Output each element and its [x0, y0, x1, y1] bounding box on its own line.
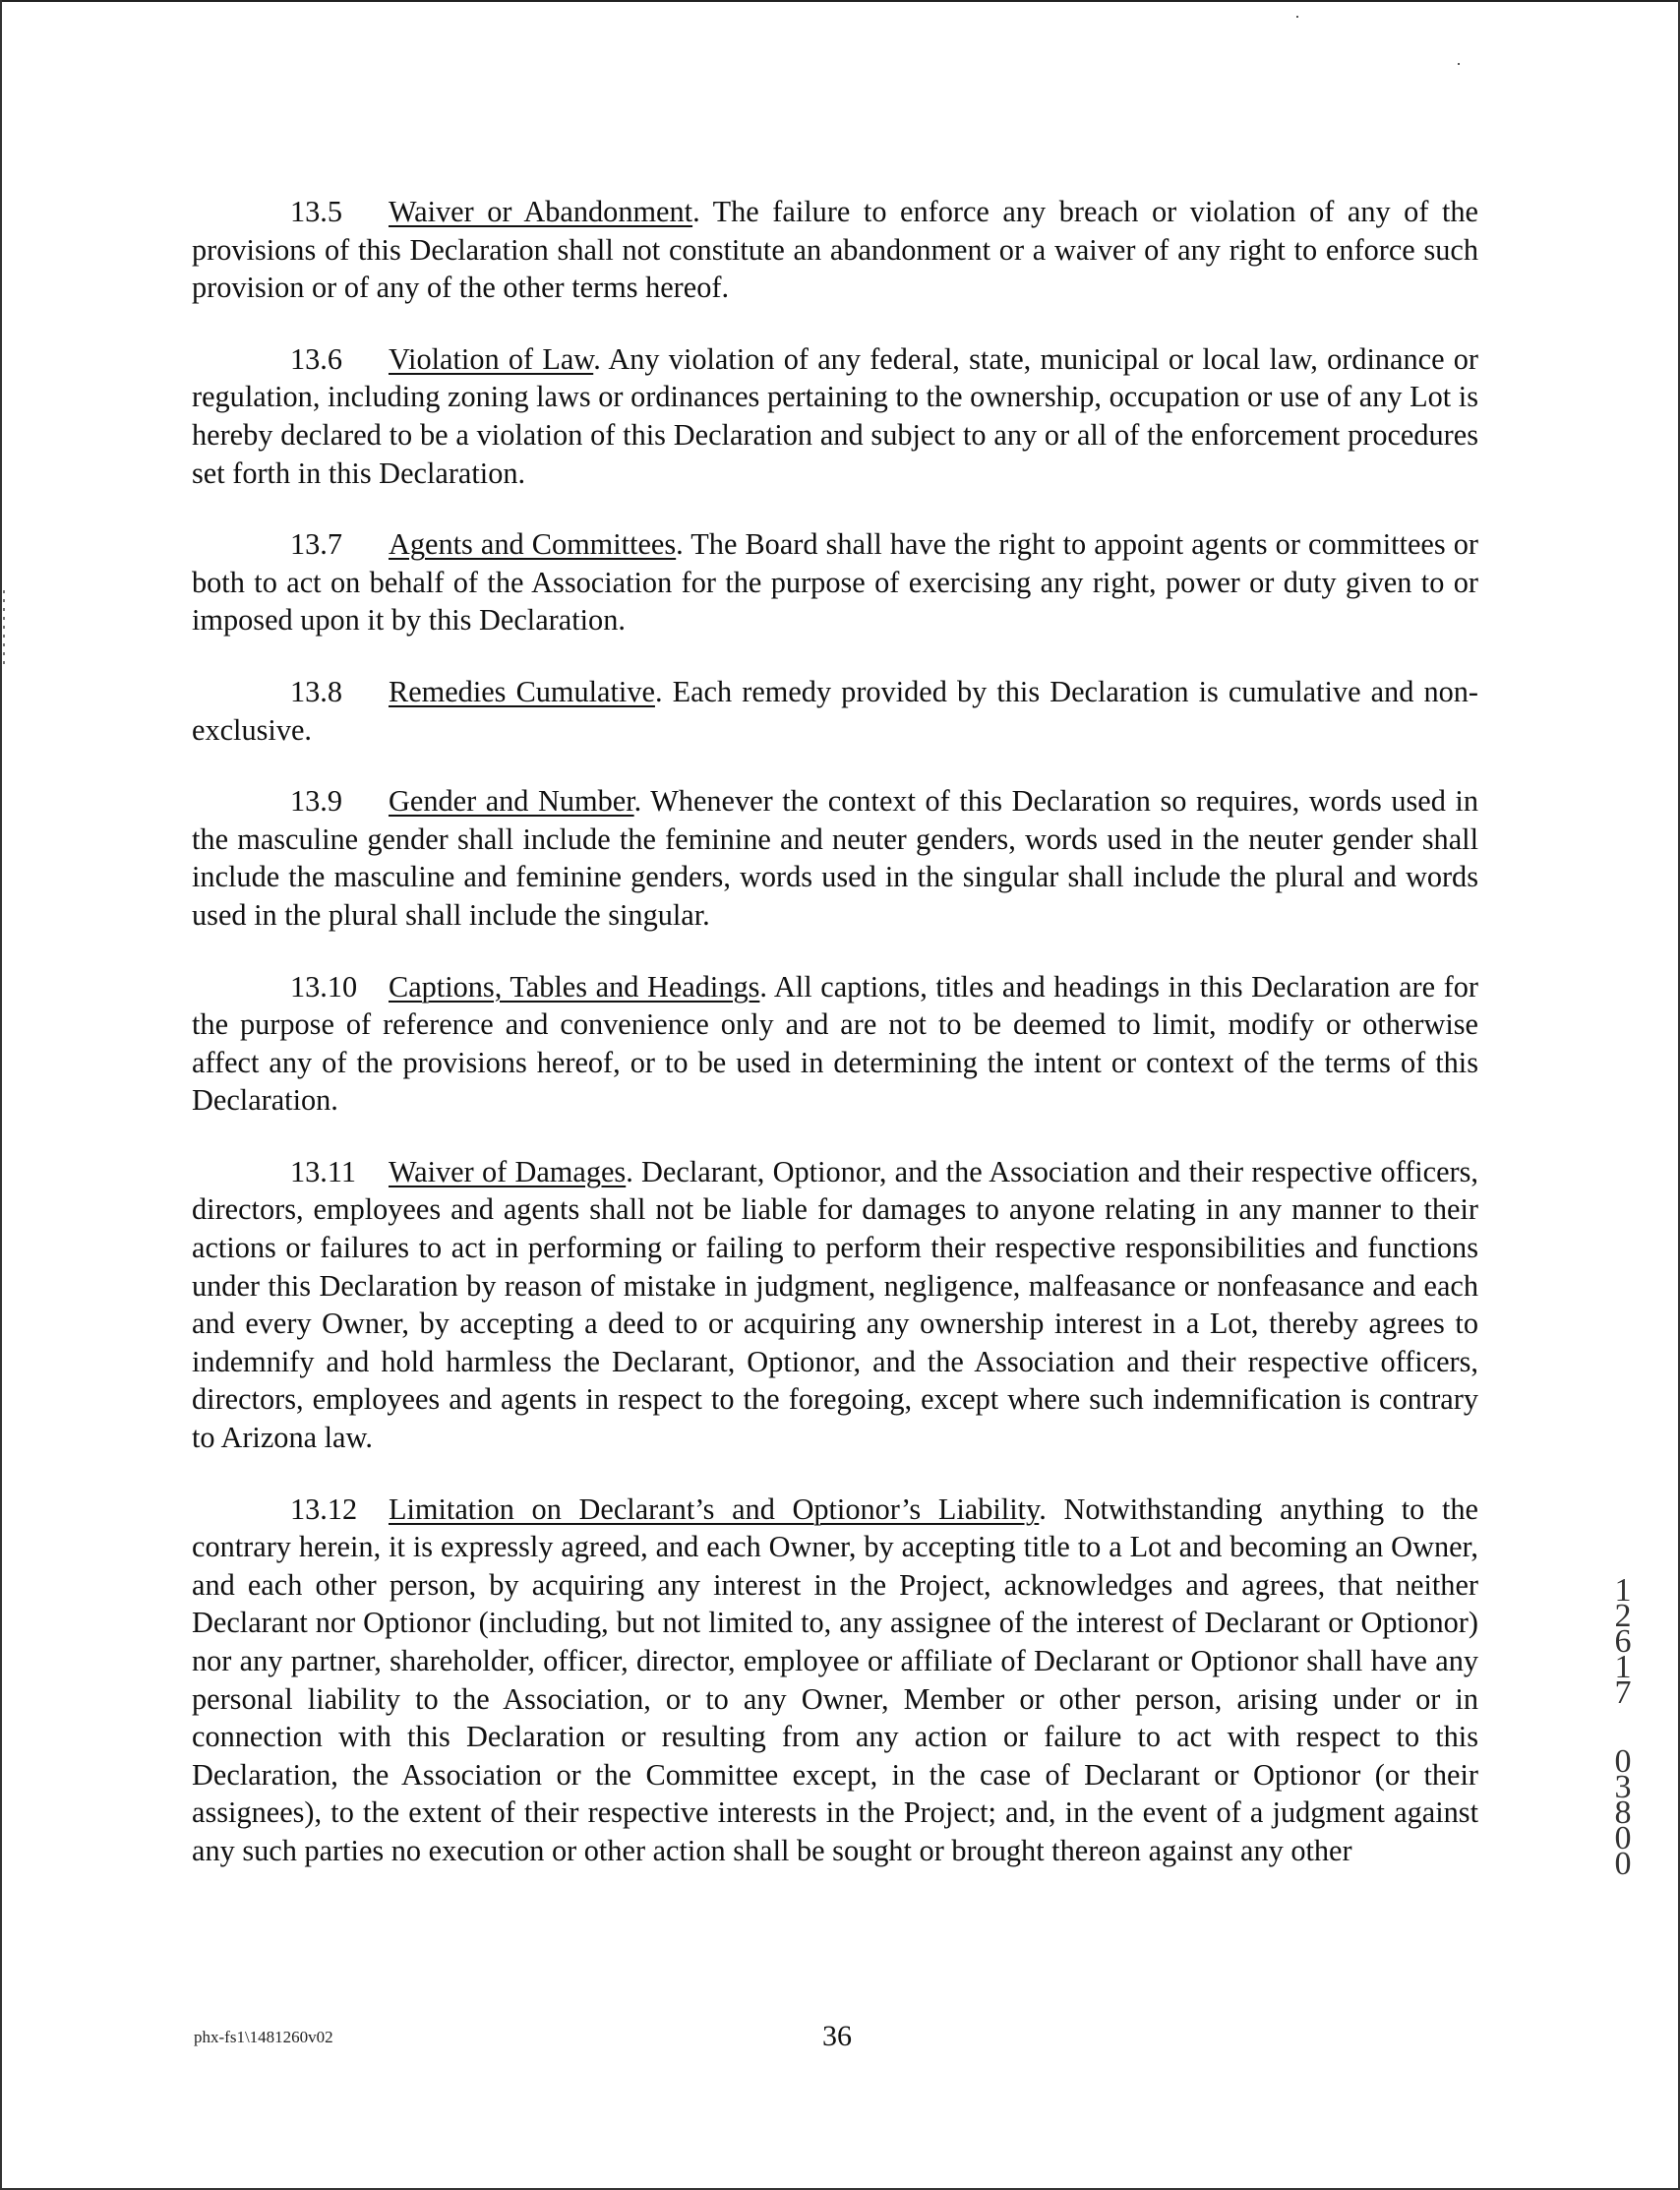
section-body: . Whenever the context of this Declaration so requires, words used in the masculine gender shall include the feminine and neuter genders, words used in the neuter gender shall include the masculine and feminine genders, words used in the singular shall include the plural and words used in the plural shall include the singular.	[192, 784, 1478, 932]
page-number: 36	[822, 2020, 852, 2052]
section-13-5	[192, 193, 1478, 307]
section-number: 13.11	[290, 1154, 357, 1188]
section-number: 13.12	[290, 1491, 358, 1526]
section-body: . The Board shall have the right to appoint agents or committees or both to act on behalf of the Association for the purpose of exercising any right, power or duty given to or imposed upon it by this Declaration.	[192, 527, 1478, 638]
section-heading: Waiver of Damages	[389, 1154, 627, 1188]
section-13-6	[192, 340, 1478, 492]
section-body: . The failure to enforce any breach or violation of any of the provisions of this Declaration shall not constitute an abandonment or a waiver of any right to enforce such provision or of any of the other terms hereof.	[192, 195, 1478, 305]
section-heading: Waiver or Abandonment	[389, 195, 693, 228]
stamp-digit: 1	[1614, 1649, 1632, 1685]
binder-marks	[3, 590, 5, 669]
section-heading: Agents and Committees	[389, 527, 677, 562]
section-13-7	[192, 525, 1478, 639]
page-edge-left	[0, 0, 2, 2190]
stamp-digit: 0	[1614, 1846, 1632, 1882]
section-body: . Notwithstanding anything to the contrary herein, it is expressly agreed, and each Owner, by accepting title to a Lot and becoming an Owner, and each other person, by acquiring any interest in the Project, acknowledges and agrees, that neither Declarant nor Optionor (including, but not limited to, any assignee of the interest of Declarant or Optionor) nor any partner, shareholder, officer, director, employee or affiliate of Declarant or Optionor shall have any personal liability to the Association, or to any Owner, Member or other person, arising under or in connection with this Declaration or resulting from any action or failure to act with respect to this Declaration, the Association or the Committee except, in the case of Declarant or Optionor (or their assignees), to the extent of their respective interests in the Project; and, in the event of a judgment against any such parties no execution or other action shall be sought or brought thereon against any other	[192, 1491, 1478, 1867]
stamp-digit: 0	[1614, 1820, 1632, 1856]
section-body: . Any violation of any federal, state, municipal or local law, ordinance or regulation, including zoning laws or ordinances pertaining to the ownership, occupation or use of any Lot is hereby declared to be a violation of this Declaration and subject to any or all of the enforcement procedures set forth in this Declaration.	[192, 341, 1478, 490]
section-13-10	[192, 968, 1478, 1120]
recording-stamp	[1603, 1572, 1643, 1882]
section-heading: Limitation on Declarant’s and Optionor’s Liability	[389, 1491, 1040, 1526]
section-number: 13.6	[290, 341, 343, 376]
section-number: 13.8	[290, 674, 343, 708]
stamp-digit: 3	[1614, 1769, 1632, 1805]
stamp-digit: 7	[1614, 1674, 1632, 1711]
stamp-digit: 6	[1614, 1623, 1632, 1660]
section-number: 13.7	[290, 527, 343, 562]
section-13-9	[192, 782, 1478, 934]
section-13-8	[192, 673, 1478, 749]
section-heading: Remedies Cumulative	[389, 674, 655, 708]
section-number: 13.5	[290, 195, 343, 228]
scan-speck	[1458, 63, 1460, 65]
section-body: . All captions, titles and headings in this Declaration are for the purpose of reference and convenience only and are not to be deemed to limit, modify or otherwise affect any of the provisions hereof, or to be used in determining the intent or context of the terms of this Declaration.	[192, 969, 1478, 1118]
section-heading: Gender and Number	[389, 784, 634, 819]
document-body	[192, 193, 1478, 1904]
section-13-11	[192, 1153, 1478, 1457]
section-number: 13.9	[290, 784, 343, 819]
stamp-digit: 1	[1614, 1572, 1632, 1609]
document-id: phx-fs1\1481260v02	[194, 2028, 333, 2046]
stamp-digit: 2	[1614, 1598, 1632, 1634]
section-13-12	[192, 1490, 1478, 1870]
section-heading: Captions, Tables and Headings	[389, 969, 760, 1004]
stamp-digit: 8	[1614, 1795, 1632, 1831]
scan-speck	[1296, 16, 1298, 18]
section-number: 13.10	[290, 969, 358, 1004]
section-heading: Violation of Law	[389, 341, 594, 376]
page-edge-top	[0, 0, 1680, 2]
stamp-digit: 0	[1614, 1743, 1632, 1780]
section-body: . Each remedy provided by this Declaration is cumulative and non-exclusive.	[192, 674, 1478, 747]
section-body: . Declarant, Optionor, and the Association and their respective officers, directors, employees and agents shall not be liable for damages to anyone relating in any manner to their actions or failures to act in performing or failing to perform their respective responsibilities and functions under this Declaration by reason of mistake in judgment, negligence, malfeasance or nonfeasance and each and every Owner, by accepting a deed to or acquiring any ownership interest in a Lot, thereby agrees to indemnify and hold harmless the Declarant, Optionor, and the Association and their respective officers, directors, employees and agents in respect to the foregoing, except where such indemnification is contrary to Arizona law.	[192, 1154, 1478, 1455]
